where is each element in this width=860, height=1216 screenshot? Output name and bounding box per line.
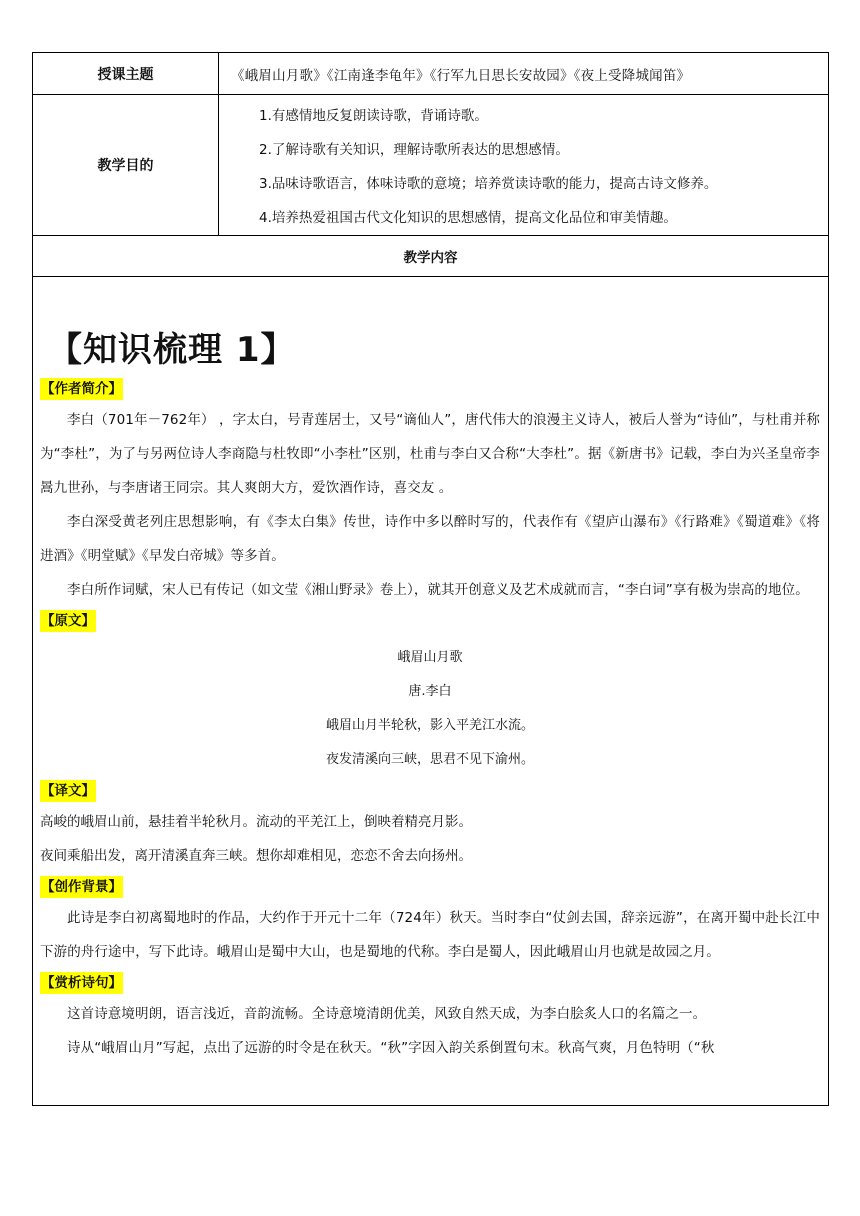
topic-label: 授课主题 [33,53,219,95]
appreciation-tag: 【赏析诗句】 [40,972,123,994]
translation-tag: 【译文】 [40,780,96,802]
lesson-plan-table [32,52,829,1106]
background-para: 此诗是李白初离蜀地时的作品，大约作于开元十二年（724年）秋天。当时李白“仗剑去国，辞亲远游”，在离开蜀中赴长江中下游的舟行途中，写下此诗。峨眉山是蜀中大山，也是蜀地的代称。李白是蜀人，因此峨眉山月也就是故园之月。 [40,910,820,960]
poem-author: 唐.李白 [408,684,452,699]
topic-row [33,53,829,95]
goal-item-4: 4.培养热爱祖国古代文化知识的思想感情，提高文化品位和审美情趣。 [259,210,677,226]
translation-line-1: 高峻的峨眉山前，悬挂着半轮秋月。流动的平羌江上，倒映着精亮月影。 [40,814,472,830]
author-para-3: 李白所作词赋，宋人已有传记（如文莹《湘山野录》卷上），就其开创意义及艺术成就而言，“李白词”享有极为崇高的地位。 [67,582,809,598]
content-header-row [33,236,829,277]
content-body [33,325,828,1065]
topic-value: 《峨眉山月歌》《江南逢李龟年》《行军九日思长安故园》《夜上受降城闻笛》 [219,53,829,95]
goal-item-1: 1.有感情地反复朗读诗歌，背诵诗歌。 [259,108,488,124]
lesson-plan-page [32,52,828,1106]
content-row [33,277,829,1106]
poem-line-1: 峨眉山月半轮秋，影入平羌江水流。 [325,718,534,733]
poem-line-2: 夜发清溪向三峡，思君不见下渝州。 [325,752,534,767]
appreciation-para-2: 诗从“峨眉山月”写起，点出了远游的时令是在秋天。“秋”字因入韵关系倒置句末。秋高气爽，月色特明（“秋 [67,1040,715,1056]
translation-line-2: 夜间乘船出发，离开清溪直奔三峡。想你却难相见，恋恋不舍去向扬州。 [40,848,472,864]
goal-row [33,95,829,236]
goal-cell [219,95,829,236]
poem [40,641,820,777]
original-tag: 【原文】 [40,610,96,632]
goal-label: 教学目的 [33,95,219,236]
author-para-1: 李白（701年－762年） ，字太白，号青莲居士，又号“谪仙人”，唐代伟大的浪漫主义诗人，被后人誉为“诗仙”，与杜甫并称为“李杜”，为了与另两位诗人李商隐与杜牧即“小李杜”区别，杜甫与李白又合称“大李杜”。据《新唐书》记载，李白为兴圣皇帝李暠九世孙，与李唐诸王同宗。其人爽朗大方，爱饮酒作诗，喜交友 。 [40,412,820,496]
appreciation-para-1: 这首诗意境明朗，语言浅近，音韵流畅。全诗意境清朗优美，风致自然天成，为李白脍炙人口的名篇之一。 [67,1006,707,1022]
background-tag: 【创作背景】 [40,876,123,898]
section-title: 【知识梳理 1】 [48,330,296,370]
content-header: 教学内容 [33,236,829,277]
poem-title: 峨眉山月歌 [397,650,463,665]
content-cell [33,277,829,1106]
author-para-2: 李白深受黄老列庄思想影响，有《李太白集》传世，诗作中多以醉时写的，代表作有《望庐山瀑布》《行路难》《蜀道难》《将进酒》《明堂赋》《早发白帝城》等多首。 [40,514,820,564]
author-tag: 【作者简介】 [40,378,123,400]
goal-item-3: 3.品味诗歌语言，体味诗歌的意境；培养赏读诗歌的能力，提高古诗文修养。 [259,176,718,192]
goal-item-2: 2.了解诗歌有关知识，理解诗歌所表达的思想感情。 [259,142,569,158]
goal-list [219,95,828,235]
